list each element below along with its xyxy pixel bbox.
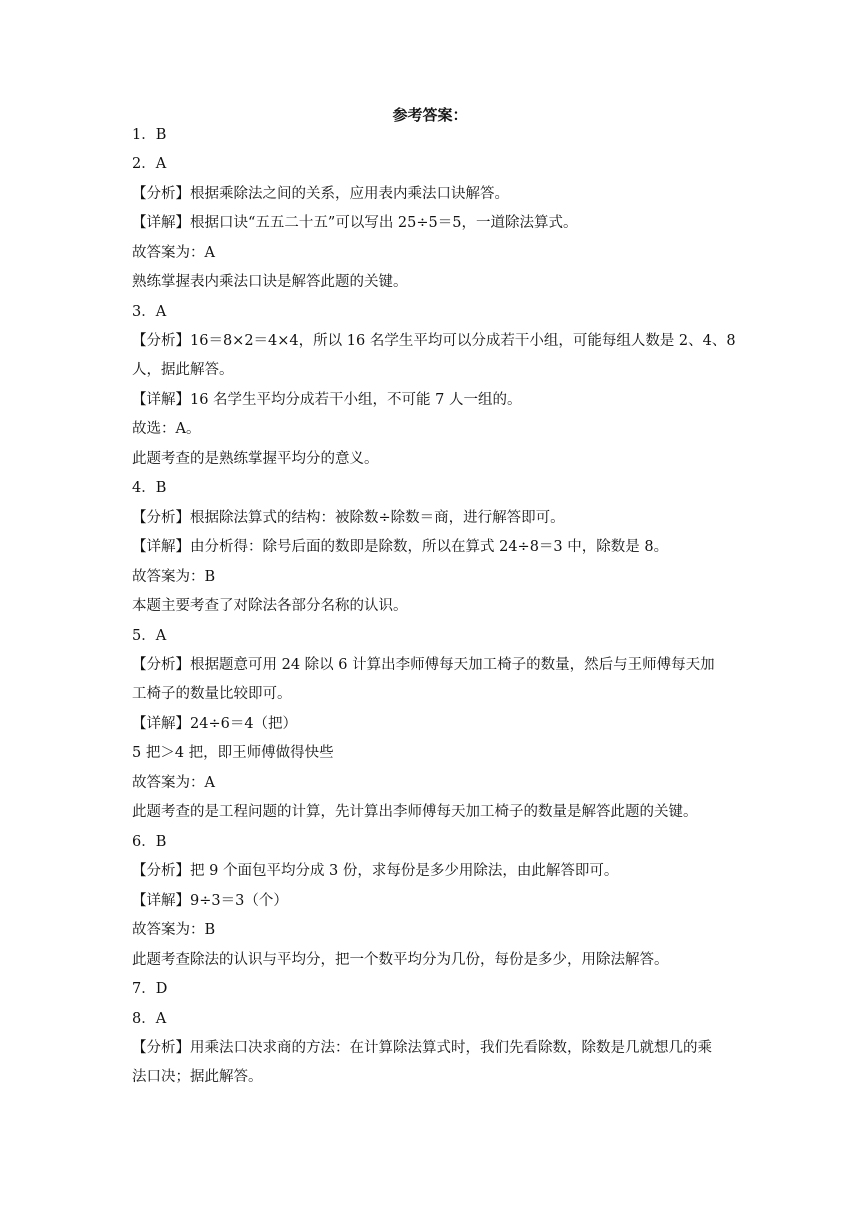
- answer-line: 4．B: [132, 480, 167, 496]
- page-title: 参考答案：: [392, 106, 468, 124]
- text-line: 5 把＞4 把，即王师傅做得快些: [132, 745, 334, 761]
- answer-line: 6．B: [132, 834, 167, 850]
- answer-line: 7．D: [132, 981, 168, 997]
- answer-line: 2．A: [132, 156, 167, 172]
- analysis-line: 【分析】根据乘除法之间的关系，应用表内乘法口诀解答。: [132, 186, 509, 202]
- text-line: 故选：A。: [132, 421, 201, 437]
- text-line: 此题考查的是工程问题的计算，先计算出李师傅每天加工椅子的数量是解答此题的关键。: [132, 804, 698, 820]
- text-line: 故答案为：A: [132, 245, 215, 261]
- text-line: 本题主要考查了对除法各部分名称的认识。: [132, 598, 408, 614]
- detail-line: 【详解】9÷3＝3（个）: [132, 893, 288, 909]
- text-line: 工椅子的数量比较即可。: [132, 686, 292, 702]
- detail-line: 【详解】16 名学生平均分成若干小组，不可能 7 人一组的。: [132, 392, 522, 408]
- analysis-line: 【分析】用乘法口决求商的方法：在计算除法算式时，我们先看除数，除数是几就想几的乘: [132, 1040, 712, 1056]
- answer-line: 5．A: [132, 628, 167, 644]
- answer-line: 3．A: [132, 304, 167, 320]
- text-line: 故答案为：A: [132, 775, 215, 791]
- answer-line: 1．B: [132, 127, 167, 143]
- text-line: 故答案为：B: [132, 922, 216, 938]
- text-line: 此题考查的是熟练掌握平均分的意义。: [132, 451, 379, 467]
- detail-line: 【详解】根据口诀“五五二十五”可以写出 25÷5＝5，一道除法算式。: [132, 215, 578, 231]
- text-line: 此题考查除法的认识与平均分，把一个数平均分为几份，每份是多少，用除法解答。: [132, 952, 669, 968]
- analysis-line: 【分析】把 9 个面包平均分成 3 份，求每份是多少用除法，由此解答即可。: [132, 863, 619, 879]
- analysis-line: 【分析】16＝8×2＝4×4，所以 16 名学生平均可以分成若干小组，可能每组人数是 2、4、8: [132, 333, 736, 349]
- text-line: 人，据此解答。: [132, 362, 234, 378]
- text-line: 法口决；据此解答。: [132, 1069, 263, 1085]
- detail-line: 【详解】24÷6＝4（把）: [132, 716, 298, 732]
- answer-line: 8．A: [132, 1011, 167, 1027]
- analysis-line: 【分析】根据除法算式的结构：被除数÷除数＝商，进行解答即可。: [132, 510, 565, 526]
- text-line: 故答案为：B: [132, 569, 216, 585]
- text-line: 熟练掌握表内乘法口诀是解答此题的关键。: [132, 274, 408, 290]
- analysis-line: 【分析】根据题意可用 24 除以 6 计算出李师傅每天加工椅子的数量，然后与王师傅每天加: [132, 657, 715, 673]
- detail-line: 【详解】由分析得：除号后面的数即是除数，所以在算式 24÷8＝3 中，除数是 8。: [132, 539, 669, 555]
